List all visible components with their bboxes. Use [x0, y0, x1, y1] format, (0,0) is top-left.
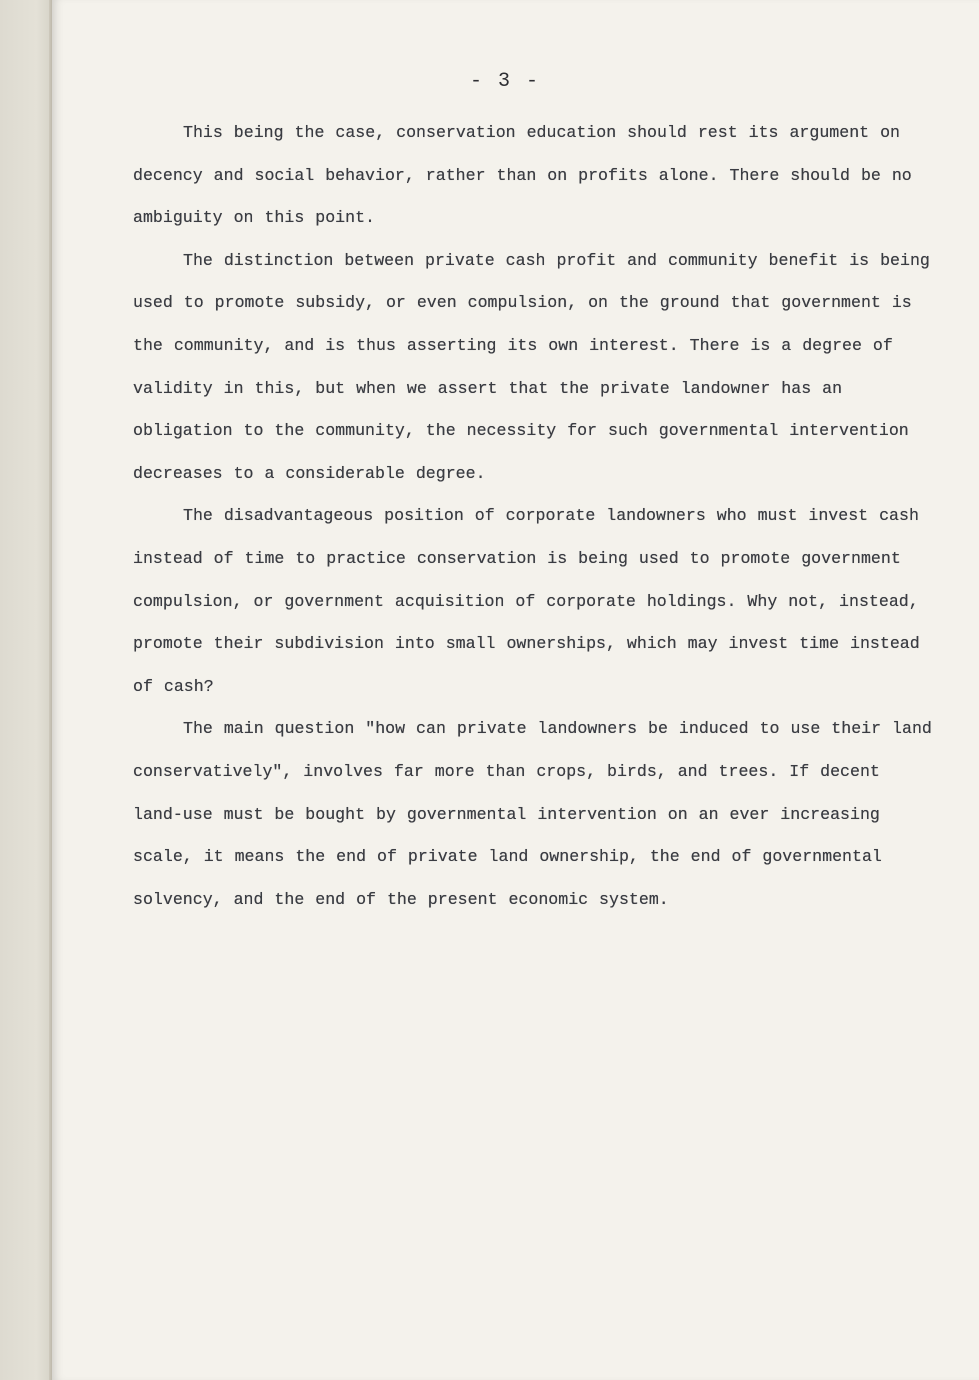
underlying-page-edge [0, 0, 52, 1380]
page-number: - 3 - [470, 70, 541, 93]
paragraph-3: The disadvantageous position of corporate landowners who must invest cash instead of time to practice conservation is being used to promote government compulsion, or government acquisition of corporate holdings. Why not, instead, promote their subdivision into small ownerships, which may invest time instead of cash? [133, 506, 920, 696]
paragraph-1: This being the case, conservation education should rest its argument on decency and social behavior, rather than on profits alone. There should be no ambiguity on this point. [133, 123, 912, 228]
body-text [133, 112, 933, 921]
paragraph-4: The main question "how can private landowners be induced to use their land conservatively", involves far more than crops, birds, and trees. If decent land-use must be bought by governmental intervention on an ever increasing scale, it means the end of private land ownership, the end of governmental solvency, and the end of the present economic system. [133, 719, 932, 909]
paper-sheet [52, 0, 979, 1380]
paragraph-2: The distinction between private cash profit and community benefit is being used to promote subsidy, or even compulsion, on the ground that government is the community, and is thus asserting its own interest. There is a degree of validity in this, but when we assert that the private landowner has an obligation to the community, the necessity for such governmental intervention decreases to a considerable degree. [133, 250, 930, 483]
